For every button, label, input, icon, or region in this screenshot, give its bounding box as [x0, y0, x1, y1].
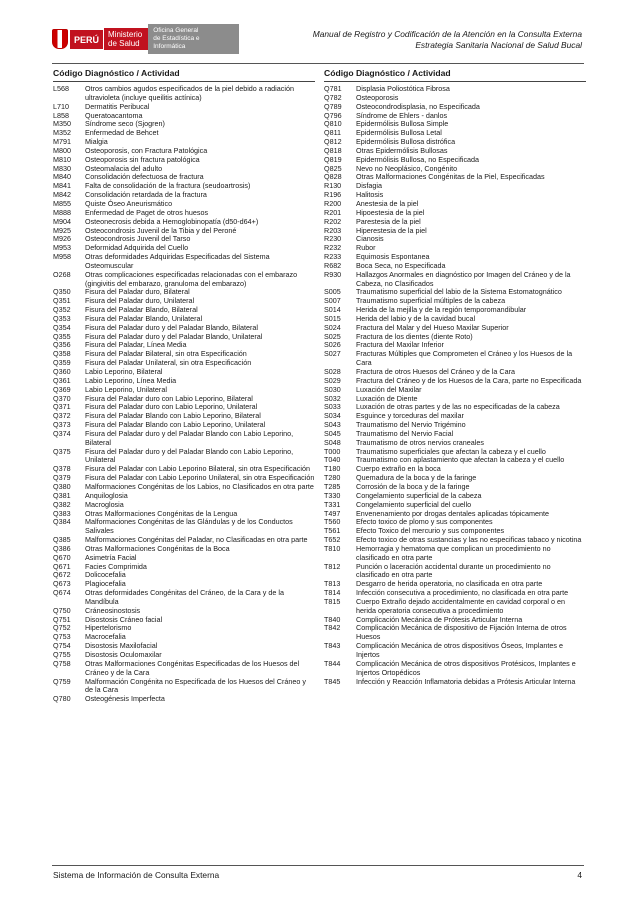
- diagnosis-code: M925: [53, 225, 71, 235]
- diagnosis-code: Q381: [53, 490, 71, 500]
- diagnosis-code: M791: [53, 137, 71, 147]
- diagnosis-code: S048: [324, 437, 341, 447]
- diagnosis-code: M810: [53, 154, 71, 164]
- diagnosis-description: Labio Leporino, Bilateral: [85, 367, 163, 376]
- diagnosis-code: M888: [53, 207, 71, 217]
- diagnosis-description: Cuerpo Extraño dejado accidentalmente en cavidad corporal o en herida operatoria consecutiva a procedimiento: [356, 596, 565, 615]
- diagnosis-code: Q789: [324, 101, 342, 111]
- diagnosis-description: Nevo no Neoplásico, Congénito: [356, 163, 458, 173]
- diagnosis-code: T561: [324, 526, 341, 536]
- diagnosis-code: Q670: [53, 552, 71, 562]
- diagnosis-description: Congelamiento superficial de la cabeza: [356, 490, 482, 500]
- diagnosis-code: T497: [324, 508, 341, 518]
- diagnosis-code: S015: [324, 313, 341, 323]
- diagnosis-description: Malformaciones Congénitas del Paladar, no Clasificadas en otra parte: [85, 535, 308, 545]
- diagnosis-description: Hemorragia y hematoma que complican un procedimiento no clasificado en otra parte: [356, 543, 551, 562]
- list-item: [53, 695, 315, 704]
- diagnosis-description: Otras Epidermólisis Bullosas: [356, 145, 448, 155]
- diagnosis-code: M842: [53, 190, 71, 200]
- diagnosis-description: Osteoporosis sin fractura patológica: [85, 154, 200, 164]
- diagnosis-code: L710: [53, 101, 69, 111]
- diagnosis-description: Complicación Mecánica de Prótesis Articular Interna: [356, 614, 523, 624]
- diagnosis-code: Q751: [53, 614, 71, 624]
- logo-ministry: Ministerio de Salud: [103, 28, 148, 50]
- diagnosis-code: Q352: [53, 305, 71, 315]
- diagnosis-description: Osteomalacia del adulto: [85, 163, 163, 173]
- diagnosis-description: Displasia Poliostótica Fibrosa: [356, 84, 450, 93]
- diagnosis-description: Disfagia: [356, 181, 382, 191]
- diagnosis-description: Traumatismo del Nervio Trigémino: [356, 420, 466, 430]
- diagnosis-description: Fisura del Paladar duro y del Paladar Blando, Unilateral: [85, 331, 263, 341]
- list-item: [324, 624, 586, 642]
- diagnosis-code: R230: [324, 234, 342, 244]
- diagnosis-code: Q796: [324, 110, 342, 120]
- code-list: [53, 85, 315, 704]
- diagnosis-code: Q810: [324, 119, 342, 129]
- list-item: [324, 350, 586, 368]
- diagnosis-code: S032: [324, 393, 341, 403]
- list-item: [53, 589, 315, 607]
- diagnosis-code: S024: [324, 322, 341, 332]
- diagnosis-code: T652: [324, 535, 341, 545]
- diagnosis-code: R682: [324, 260, 342, 270]
- list-item: [324, 271, 586, 289]
- diagnosis-code: T280: [324, 473, 341, 483]
- diagnosis-code: Q780: [53, 694, 71, 704]
- diagnosis-code: S025: [324, 331, 341, 341]
- diagnosis-code: S014: [324, 305, 341, 315]
- ministry-logo: [52, 24, 239, 54]
- diagnosis-code: M800: [53, 145, 71, 155]
- diagnosis-description: Esguince y torceduras del maxilar: [356, 411, 464, 421]
- diagnosis-code: Q375: [53, 446, 71, 456]
- diagnosis-description: Otras Malformaciones Congénitas de la Piel, Especificadas: [356, 172, 545, 182]
- diagnosis-code: Q354: [53, 322, 71, 332]
- diagnosis-description: Halitosis: [356, 190, 384, 200]
- diagnosis-description: Cianosis: [356, 234, 384, 244]
- diagnosis-description: Otras Malformaciones Congénitas de la Lengua: [85, 508, 238, 518]
- header-divider: [52, 63, 584, 64]
- diagnosis-description: Congelamiento superficial del cuello: [356, 499, 472, 509]
- document-title: [313, 29, 582, 51]
- diagnosis-code: T040: [324, 455, 341, 465]
- diagnosis-description: Complicación Mecánica de otros dispositivos Óseos, Implantes e Injertos: [356, 641, 563, 659]
- diagnosis-description: Mialgia: [85, 137, 108, 147]
- diagnosis-code: Q353: [53, 313, 71, 323]
- diagnosis-description: Traumatismo superficiales que afectan la cabeza y el cuello: [356, 446, 546, 456]
- diagnosis-code: Q383: [53, 508, 71, 518]
- diagnosis-description: Complicación Mecánica de dispositivo de Fijación Interna de otros Huesos: [356, 623, 567, 642]
- diagnosis-code: Q750: [53, 605, 71, 615]
- diagnosis-description: Fisura del Paladar Blando, Bilateral: [85, 305, 198, 315]
- diagnosis-code: T845: [324, 676, 341, 686]
- diagnosis-description: Consolidación retardada de la fractura: [85, 190, 207, 200]
- diagnosis-code: Q378: [53, 464, 71, 474]
- list-item: [324, 660, 586, 678]
- diagnosis-description: Luxación de Diente: [356, 393, 418, 403]
- diagnosis-code: T331: [324, 499, 341, 509]
- diagnosis-description: Fractura de otros Huesos del Cráneo y de la Cara: [356, 367, 516, 376]
- diagnosis-code: Q372: [53, 411, 71, 421]
- diagnosis-description: Traumatismo con aplastamiento que afectan la cabeza y el cuello: [356, 455, 565, 465]
- diagnosis-code: Q385: [53, 535, 71, 545]
- diagnosis-description: Anestesia de la piel: [356, 198, 419, 208]
- diagnosis-description: Boca Seca, no Especificada: [356, 260, 446, 270]
- diagnosis-code: S005: [324, 287, 341, 297]
- diagnosis-description: Osteoporosis: [356, 92, 399, 102]
- title-line-1: Manual de Registro y Codificación de la Atención en la Consulta Externa: [312, 29, 582, 39]
- list-item: [53, 660, 315, 678]
- diagnosis-description: Dolicocefalia: [85, 570, 126, 580]
- diagnosis-description: Facies Comprimida: [85, 561, 147, 571]
- diagnosis-description: Fractura del Cráneo y de los Huesos de la Cara, parte no Especificada: [356, 375, 582, 385]
- diagnosis-code: Q361: [53, 375, 71, 385]
- diagnosis-description: Fisura del Paladar con Labio Leporino Bilateral, sin otra Especificación: [85, 464, 310, 474]
- logo-office: Oficina General de Estadística e Informática: [148, 24, 239, 54]
- diagnosis-code: R130: [324, 181, 342, 191]
- diagnosis-description: Rubor: [356, 243, 376, 253]
- diagnosis-description: Macroglosia: [85, 499, 124, 509]
- diagnosis-code: Q782: [324, 92, 342, 102]
- diagnosis-description: Traumatismo de otros nervios craneales: [356, 437, 484, 447]
- diagnosis-description: Labio Leporino, Unilateral: [85, 384, 167, 394]
- diagnosis-description: Osteocondrosis Juvenil del Tarso: [85, 234, 191, 244]
- list-item: [53, 518, 315, 536]
- logo-country: PERÚ: [70, 30, 103, 49]
- diagnosis-code: S045: [324, 428, 341, 438]
- diagnosis-code: R196: [324, 190, 342, 200]
- diagnosis-code: Q384: [53, 517, 71, 527]
- diagnosis-code: Q753: [53, 632, 71, 642]
- diagnosis-code: Q356: [53, 340, 71, 350]
- diagnosis-code: T285: [324, 481, 341, 491]
- diagnosis-description: Fracturas Múltiples que Comprometen el Cráneo y los Huesos de la Cara: [356, 349, 573, 368]
- list-item: [53, 253, 315, 271]
- diagnosis-code: Q672: [53, 570, 71, 580]
- diagnosis-code: S007: [324, 296, 341, 306]
- diagnosis-code: Q755: [53, 650, 71, 659]
- diagnosis-code: S033: [324, 402, 341, 412]
- diagnosis-code: R203: [324, 225, 342, 235]
- diagnosis-code: Q752: [53, 623, 71, 633]
- list-item: [324, 598, 586, 616]
- diagnosis-code: Q350: [53, 287, 71, 297]
- diagnosis-code: Q781: [324, 84, 342, 93]
- diagnosis-description: Epidermólisis Bullosa distrófica: [356, 137, 456, 147]
- diagnosis-description: Osteogénesis Imperfecta: [85, 694, 165, 704]
- diagnosis-code: Q380: [53, 481, 71, 491]
- diagnosis-code: Q359: [53, 358, 71, 368]
- diagnosis-description: Infección consecutiva a procedimiento, no clasificada en otra parte: [356, 588, 569, 598]
- diagnosis-code: R233: [324, 252, 342, 262]
- diagnosis-code: Q818: [324, 145, 342, 155]
- diagnosis-description: Malformación Congénita no Especificada de los Huesos del Cráneo y de la Cara: [85, 676, 306, 695]
- diagnosis-description: Epidermólisis Bullosa, no Especificada: [356, 154, 480, 164]
- diagnosis-description: Otras Malformaciones Congénitas Especificadas de los Huesos del Cráneo y de la Cara: [85, 658, 300, 677]
- diagnosis-code: O268: [53, 269, 71, 279]
- diagnosis-code: S030: [324, 384, 341, 394]
- diagnosis-description: Cráneosinostosis: [85, 605, 141, 615]
- diagnosis-code: R200: [324, 198, 342, 208]
- diagnosis-code: S029: [324, 375, 341, 385]
- diagnosis-description: Otras complicaciones especificadas relacionadas con el embarazo (gingivitis del embarazo, granuloma del embarazo): [85, 269, 298, 288]
- diagnosis-description: Corrosión de la boca y de la faringe: [356, 481, 470, 491]
- diagnosis-code: Q373: [53, 420, 71, 430]
- diagnosis-code: M841: [53, 181, 71, 191]
- diagnosis-code: S043: [324, 420, 341, 430]
- diagnosis-description: Queratoacantoma: [85, 110, 143, 120]
- list-item: [53, 85, 315, 103]
- list-item: [324, 563, 586, 581]
- diagnosis-description: Fractura del Maxilar Inferior: [356, 340, 444, 350]
- diagnosis-code: Q379: [53, 473, 71, 483]
- diagnosis-description: Fisura del Paladar duro y del Paladar Blando, Bilateral: [85, 322, 258, 332]
- diagnosis-description: Asimetría Facial: [85, 552, 137, 562]
- diagnosis-code: S026: [324, 340, 341, 350]
- diagnosis-description: Otras Malformaciones Congénitas de la Boca: [85, 543, 230, 553]
- diagnosis-code: M926: [53, 234, 71, 244]
- diagnosis-code: L568: [53, 84, 69, 93]
- list-item: [324, 678, 586, 687]
- diagnosis-description: Infección y Reacción Inflamatoria debidas a Prótesis Articular Interna: [356, 676, 576, 686]
- diagnosis-code: M953: [53, 243, 71, 253]
- code-list: [324, 85, 586, 686]
- diagnosis-code: Q374: [53, 428, 71, 438]
- diagnosis-description: Fractura del Malar y del Hueso Maxilar Superior: [356, 322, 509, 332]
- diagnosis-code: Q371: [53, 402, 71, 412]
- diagnosis-code: T815: [324, 596, 341, 606]
- diagnosis-description: Osteocondrodisplasia, no Especificada: [356, 101, 480, 111]
- diagnosis-code: M855: [53, 198, 71, 208]
- diagnosis-description: Fisura del Paladar duro con Labio Leporino, Bilateral: [85, 393, 253, 403]
- diagnosis-code: T180: [324, 464, 341, 474]
- diagnosis-description: Otras deformidades Adquiridas Especificadas del Sistema Osteomuscular: [85, 252, 270, 270]
- diagnosis-description: Fisura del Paladar duro, Unilateral: [85, 296, 195, 306]
- diagnosis-description: Fisura del Paladar duro y del Paladar Blando con Labio Leporino, Unilateral: [85, 446, 294, 465]
- diagnosis-code: Q351: [53, 296, 71, 306]
- diagnosis-description: Efecto toxico de plomo y sus componentes: [356, 517, 493, 527]
- diagnosis-code: T810: [324, 543, 341, 553]
- diagnosis-description: Hipertelorismo: [85, 623, 132, 633]
- diagnosis-description: Osteoporosis, con Fractura Patológica: [85, 145, 208, 155]
- diagnosis-code: Q674: [53, 588, 71, 598]
- title-line-2: Estrategia Sanitaria Nacional de Salud Bucal: [415, 40, 582, 50]
- diagnosis-description: Dermatitis Peribucal: [85, 101, 150, 111]
- diagnosis-code: Q671: [53, 561, 71, 571]
- diagnosis-code: Q382: [53, 499, 71, 509]
- diagnosis-description: Osteonecrosis debida a Hemoglobinopatía (d50-d64+): [85, 216, 259, 226]
- diagnosis-description: Fisura del Paladar Blando, Unilateral: [85, 313, 203, 323]
- diagnosis-code: Q754: [53, 641, 71, 651]
- diagnosis-code: Q360: [53, 367, 71, 376]
- diagnosis-code: T812: [324, 561, 341, 571]
- diagnosis-description: Anquiloglosia: [85, 490, 128, 500]
- diagnosis-code: S028: [324, 367, 341, 376]
- diagnosis-description: Malformaciones Congénitas de los Labios, no Clasificados en otra parte: [85, 481, 314, 491]
- diagnosis-description: Fisura del Paladar Bilateral, sin otra Especificación: [85, 349, 247, 359]
- diagnosis-code: M350: [53, 119, 71, 129]
- diagnosis-description: Síndrome de Ehlers - danlos: [356, 110, 448, 120]
- diagnosis-code: T560: [324, 517, 341, 527]
- diagnosis-description: Plagiocefalia: [85, 579, 126, 589]
- diagnosis-description: Osteocondrosis Juvenil de la Tibia y del Peroné: [85, 225, 237, 235]
- diagnosis-description: Envenenamiento por drogas dentales aplicadas tópicamente: [356, 508, 549, 518]
- diagnosis-description: Fisura del Paladar, Línea Media: [85, 340, 187, 350]
- diagnosis-description: Macrocefalia: [85, 632, 126, 642]
- diagnosis-description: Síndrome seco (Sjogren): [85, 119, 165, 129]
- diagnosis-description: Desgarro de herida operatoria, no clasificada en otra parte: [356, 579, 543, 589]
- diagnosis-code: T842: [324, 623, 341, 633]
- diagnosis-code: T844: [324, 658, 341, 668]
- diagnosis-description: Equimosis Espontanea: [356, 252, 430, 262]
- diagnosis-code: S034: [324, 411, 341, 421]
- diagnosis-code: L858: [53, 110, 69, 120]
- diagnosis-description: Cuerpo extraño en la boca: [356, 464, 441, 474]
- diagnosis-description: Disostosis Maxilofacial: [85, 641, 158, 651]
- left-column: [53, 66, 315, 704]
- diagnosis-code: M904: [53, 216, 71, 226]
- diagnosis-code: Q358: [53, 349, 71, 359]
- diagnosis-code: T814: [324, 588, 341, 598]
- diagnosis-description: Efecto Toxico del mercurio y sus componentes: [356, 526, 505, 536]
- list-item: [53, 678, 315, 696]
- diagnosis-code: T330: [324, 490, 341, 500]
- list-item: [53, 271, 315, 289]
- diagnosis-code: M352: [53, 128, 71, 138]
- diagnosis-code: Q758: [53, 658, 71, 668]
- column-header: Código Diagnóstico / Actividad: [53, 66, 315, 82]
- page-header: [0, 0, 638, 62]
- diagnosis-description: Otros cambios agudos especificados de la piel debido a radiación ultravioleta (incluye queilitis actínica): [85, 84, 294, 102]
- coat-of-arms-icon: [52, 29, 68, 49]
- diagnosis-description: Quemadura de la boca y de la faringe: [356, 473, 477, 483]
- diagnosis-code: T813: [324, 579, 341, 589]
- diagnosis-code: Q369: [53, 384, 71, 394]
- diagnosis-description: Consolidación defectuosa de fractura: [85, 172, 204, 182]
- diagnosis-code: Q812: [324, 137, 342, 147]
- diagnosis-description: Otras deformidades Congénitas del Cráneo, de la Cara y de la Mandíbula: [85, 588, 284, 606]
- diagnosis-code: T840: [324, 614, 341, 624]
- diagnosis-code: M958: [53, 252, 71, 262]
- diagnosis-code: R202: [324, 216, 342, 226]
- diagnosis-description: Falta de consolidación de la fractura (seudoartrosis): [85, 181, 251, 191]
- footer-text: Sistema de Información de Consulta Externa: [53, 870, 220, 880]
- diagnosis-description: Epidermólisis Bullosa Simple: [356, 119, 449, 129]
- diagnosis-description: Fisura del Paladar duro y del Paladar Blando con Labio Leporino, Bilateral: [85, 428, 294, 447]
- diagnosis-description: Fisura del Paladar Blando con Labio Leporino, Unilateral: [85, 420, 266, 430]
- diagnosis-code: T000: [324, 446, 341, 456]
- diagnosis-description: Traumatismo del Nervio Facial: [356, 428, 454, 438]
- diagnosis-code: M830: [53, 163, 71, 173]
- diagnosis-description: Quiste Óseo Aneurismático: [85, 198, 173, 208]
- diagnosis-code: Q673: [53, 579, 71, 589]
- list-item: [53, 430, 315, 448]
- diagnosis-description: Deformidad Adquirida del Cuello: [85, 243, 189, 253]
- diagnosis-code: R201: [324, 207, 342, 217]
- diagnosis-description: Punción o laceración accidental durante un procedimiento no clasificado en otra parte: [356, 561, 551, 580]
- diagnosis-description: Traumatismo superficial múltiples de la cabeza: [356, 296, 506, 306]
- diagnosis-description: Disostosis Cráneo facial: [85, 614, 163, 624]
- list-item: [324, 642, 586, 660]
- diagnosis-code: M840: [53, 172, 71, 182]
- diagnosis-code: Q386: [53, 543, 71, 553]
- diagnosis-code: Q819: [324, 154, 342, 164]
- list-item: [324, 545, 586, 563]
- diagnosis-description: Fisura del Paladar con Labio Leporino Unilateral, sin otra Especificación: [85, 473, 315, 483]
- diagnosis-code: Q825: [324, 163, 342, 173]
- diagnosis-code: Q828: [324, 172, 342, 182]
- diagnosis-code: Q759: [53, 676, 71, 686]
- diagnosis-description: Efecto toxico de otras sustancias y las no especificas tabaco y nicotina: [356, 535, 582, 545]
- diagnosis-description: Fisura del Paladar duro, Bilateral: [85, 287, 190, 297]
- diagnosis-code: R232: [324, 243, 342, 253]
- right-column: [324, 66, 586, 686]
- diagnosis-description: Complicación Mecánica de otros dispositivos Protésicos, Implantes e Injertos Ortopédicos: [356, 658, 576, 677]
- diagnosis-code: R930: [324, 269, 342, 279]
- diagnosis-description: Herida del labio y de la cavidad bucal: [356, 313, 476, 323]
- diagnosis-description: Fisura del Paladar Unilateral, sin otra Especificación: [85, 358, 252, 368]
- diagnosis-description: Hallazgos Anormales en diagnóstico por Imagen del Cráneo y de la Cabeza, no Clasificados: [356, 269, 571, 288]
- diagnosis-description: Hipoestesia de la piel: [356, 207, 425, 217]
- diagnosis-description: Enfermedad de Paget de otros huesos: [85, 207, 209, 217]
- list-item: [53, 448, 315, 466]
- diagnosis-description: Traumatismo superficial del labio de la Sistema Estomatognático: [356, 287, 562, 297]
- diagnosis-description: Fisura del Paladar Blando con Labio Leporino, Bilateral: [85, 411, 261, 421]
- diagnosis-code: Q355: [53, 331, 71, 341]
- diagnosis-description: Herida de la mejilla y de la región temporomandibular: [356, 305, 527, 315]
- diagnosis-description: Enfermedad de Behcet: [85, 128, 159, 138]
- diagnosis-description: Disostosis Oculomaxilar: [85, 650, 162, 659]
- diagnosis-description: Luxación de otras partes y de las no especificadas de la cabeza: [356, 402, 560, 412]
- page-number: 4: [577, 870, 582, 880]
- diagnosis-description: Luxación del Maxilar: [356, 384, 422, 394]
- diagnosis-code: Q370: [53, 393, 71, 403]
- diagnosis-description: Labio Leporino, Línea Media: [85, 375, 177, 385]
- diagnosis-code: Q811: [324, 128, 342, 138]
- column-header: Código Diagnóstico / Actividad: [324, 66, 586, 82]
- diagnosis-description: Hiperestesia de la piel: [356, 225, 427, 235]
- diagnosis-description: Epidermólisis Bullosa Letal: [356, 128, 442, 138]
- diagnosis-code: T843: [324, 641, 341, 651]
- diagnosis-description: Malformaciones Congénitas de las Glándulas y de los Conductos Salivales: [85, 517, 293, 536]
- diagnosis-description: Parestesia de la piel: [356, 216, 421, 226]
- diagnosis-description: Fractura de los dientes (diente Roto): [356, 331, 473, 341]
- diagnosis-description: Fisura del Paladar duro con Labio Leporino, Unilateral: [85, 402, 258, 412]
- footer-divider: [52, 865, 584, 866]
- diagnosis-code: S027: [324, 349, 341, 359]
